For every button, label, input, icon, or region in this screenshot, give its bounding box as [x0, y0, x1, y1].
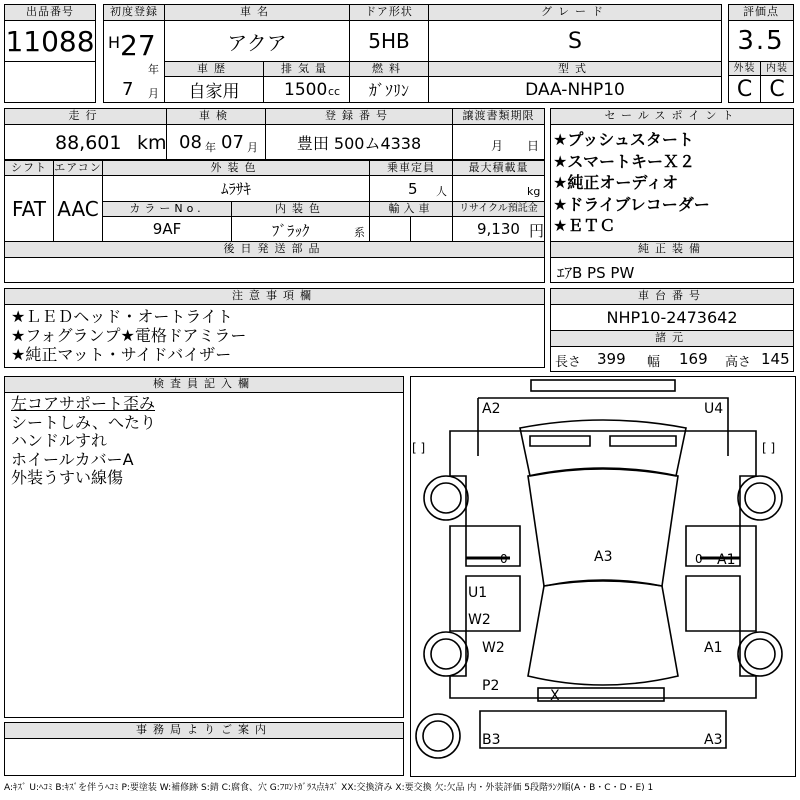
color-no-label: カラーNo.: [102, 201, 232, 217]
selling-point-item: ★ＥＴＣ: [553, 216, 616, 235]
shift-label: シフト: [4, 160, 54, 176]
dimensions-label: 諸元: [550, 330, 794, 347]
car-name-label: 車名: [164, 4, 350, 21]
capacity-box: [369, 175, 453, 202]
height-label: 高さ: [725, 355, 752, 370]
car-rear-window: [528, 580, 678, 685]
displacement: 1500: [284, 80, 328, 100]
history-label: 車歴: [164, 61, 264, 77]
mark-b3: B3: [482, 732, 501, 748]
inspector-item: ハンドルすれ: [11, 431, 108, 450]
width-label: 幅: [647, 355, 661, 370]
length-label: 長さ: [555, 355, 582, 370]
inspection-label: 車検: [166, 108, 266, 125]
legend: A:ｷｽﾞ U:ﾍｺﾐ B:ｷｽﾞを伴うﾍｺﾐ P:要塗装 W:補修跡 S:錆 C:腐食、穴 G:ﾌﾛﾝﾄｶﾞﾗｽ点ｷｽﾞ XX:交換済み X:要交換 欠:欠品 内・外装評価 5段階ﾗﾝｸ順(A・B・C・D・E) 1: [4, 783, 654, 793]
aircon: AAC: [53, 175, 103, 242]
selling-points-label: セールスポイント: [550, 108, 794, 125]
int-color-label: 内装色: [231, 201, 370, 217]
first-reg-month-unit: 月: [148, 87, 159, 100]
tire-rear-left-inner: [431, 639, 461, 669]
aircon-label: エアコン: [54, 161, 102, 174]
selling-point-item: ★スマートキーＸ２: [553, 151, 696, 171]
mark-p2: P2: [482, 678, 500, 694]
displacement-unit: cc: [328, 85, 341, 98]
model: DAA-NHP10: [428, 76, 722, 103]
import-right: [410, 216, 453, 242]
mark-bracket-left: [ ]: [412, 441, 426, 455]
first-reg-month: 7: [122, 79, 134, 100]
shift: FAT: [4, 175, 54, 242]
dimensions-box: [550, 346, 794, 372]
inspector-label: 検査員記入欄: [4, 376, 404, 393]
first-reg-year: 27: [120, 29, 156, 62]
diagram-rear-frame: [480, 711, 726, 748]
selling-point-item: ★純正オーディオ: [553, 173, 679, 192]
mark-a1-right: A1: [717, 552, 736, 568]
car-name: アクア: [164, 20, 350, 62]
max-load-box: [452, 175, 545, 202]
chassis-label: 車台番号: [550, 288, 794, 305]
transfer-box: [452, 124, 545, 160]
recycle-unit: 円: [529, 222, 545, 240]
diagram-top-bar: [531, 380, 675, 391]
note-item: ★フォグランプ★電格ドアミラー: [11, 326, 247, 345]
inspector-item: 外装うすい線傷: [11, 468, 124, 487]
mark-w2-left: W2: [468, 612, 491, 628]
grade-label: グレード: [428, 4, 722, 21]
notes-list: [4, 304, 545, 368]
mileage: 88,601: [55, 132, 122, 154]
lot-blank: [4, 61, 96, 103]
car-rear-side-panels: [466, 576, 740, 631]
ext-score-label: 外装: [728, 61, 761, 76]
recycle-label: リサイクル預託金: [452, 201, 545, 217]
mileage-unit: km: [137, 132, 167, 154]
mark-a1-lower: A1: [704, 640, 723, 656]
history: 自家用: [164, 76, 264, 103]
int-color-unit: 系: [354, 226, 365, 239]
grade: S: [428, 20, 722, 62]
fuel: ｶﾞｿﾘﾝ: [349, 76, 429, 103]
door-label: ドア形状: [349, 4, 429, 21]
first-reg-era: H: [108, 33, 121, 52]
capacity: 5: [408, 180, 418, 198]
notes-label: 注意事項欄: [4, 288, 545, 305]
chassis: NHP10-2473642: [550, 304, 794, 331]
inspector-item: 左コアサポート歪み: [11, 394, 156, 413]
ext-color-label: 外装色: [102, 160, 370, 176]
displacement-label: 排気量: [263, 61, 350, 77]
mark-a2: A2: [482, 401, 501, 417]
genuine-box: [550, 257, 794, 283]
max-load-label: 最大積載量: [452, 160, 545, 176]
inspector-item: ホイールカバーA: [11, 449, 134, 469]
tire-front-right-inner: [745, 483, 775, 513]
selling-point-item: ★プッシュスタート: [553, 130, 694, 149]
mark-bracket-right: [ ]: [762, 441, 776, 455]
int-color-box: [231, 216, 370, 242]
score: 3.5: [728, 20, 794, 62]
mark-a3-roof: A3: [594, 549, 613, 565]
mileage-label: 走行: [4, 108, 167, 125]
genuine: ｴｱB PS PW: [557, 264, 635, 282]
mark-a3-rear: A3: [704, 732, 723, 748]
later-parts-box: [4, 257, 545, 283]
tire-rear-right-inner: [745, 639, 775, 669]
selling-point-item: ★ドライブレコーダー: [553, 194, 710, 214]
note-item: ★純正マット・サイドバイザー: [11, 345, 232, 364]
int-score: C: [760, 75, 794, 103]
inspection-month-unit: 月: [247, 141, 258, 154]
score-label: 評価点: [728, 4, 794, 21]
inspection-year: 08: [179, 132, 202, 153]
lot-label: 出品番号: [4, 4, 96, 21]
transfer-month-unit: 月: [491, 139, 504, 153]
tire-front-left-inner: [431, 483, 461, 513]
width: 169: [679, 350, 708, 368]
selling-points-list: [550, 124, 794, 242]
height: 145: [761, 350, 790, 368]
diagram-top-frame: [478, 398, 728, 456]
color-no: 9AF: [102, 216, 232, 242]
first-reg-box: [103, 20, 165, 103]
office-label: 事務局よりご案内: [4, 722, 404, 739]
mark-u1: U1: [468, 585, 488, 601]
inspector-item: シートしみ、へたり: [11, 412, 156, 432]
mileage-box: [4, 124, 167, 160]
ext-score: C: [728, 75, 761, 103]
lot-number-box: [4, 20, 96, 62]
lot-number: 11088: [5, 24, 95, 58]
office-box: [4, 738, 404, 776]
mark-w2-lower: W2: [482, 640, 505, 656]
car-headlights: [530, 436, 676, 446]
max-load-unit: kg: [527, 185, 541, 198]
first-reg-label: 初度登録: [103, 4, 165, 21]
mark-zero-left: 0: [500, 552, 508, 566]
note-item: ★ＬＥＤヘッド・オートライト: [11, 307, 233, 326]
displacement-box: [263, 76, 350, 103]
length: 399: [597, 350, 626, 368]
mark-zero-right: 0: [695, 552, 703, 566]
inspection-box: [166, 124, 266, 160]
int-score-label: 内装: [760, 61, 794, 76]
registration-label: 登録番号: [265, 108, 453, 125]
first-reg-year-unit: 年: [148, 63, 159, 76]
car-roof: [528, 468, 678, 586]
recycle-box: [452, 216, 545, 242]
ext-color: ﾑﾗｻｷ: [102, 175, 370, 202]
inspection-month: 07: [221, 132, 244, 153]
capacity-label: 乗車定員: [369, 160, 453, 176]
registration: 豊田 500ム4338: [265, 124, 453, 160]
inspector-notes: [4, 392, 404, 718]
capacity-unit: 人: [436, 185, 447, 198]
transfer-label: 譲渡書類期限: [452, 108, 545, 125]
import-left: [369, 216, 411, 242]
car-diagram: [410, 376, 796, 777]
model-label: 型式: [428, 61, 722, 77]
genuine-label: 純正装備: [550, 241, 794, 258]
inspection-year-unit: 年: [205, 141, 216, 154]
door-type: 5HB: [349, 20, 429, 62]
import-label: 輸入車: [369, 201, 453, 217]
later-parts-label: 後日発送部品: [4, 241, 545, 258]
mark-x: X: [550, 688, 560, 704]
spare-tire-inner: [423, 721, 453, 751]
recycle: 9,130: [477, 220, 520, 238]
int-color: ﾌﾞﾗｯｸ: [272, 222, 310, 240]
fuel-label: 燃料: [349, 61, 429, 77]
transfer-day-unit: 日: [527, 139, 540, 153]
mark-u4: U4: [704, 401, 724, 417]
